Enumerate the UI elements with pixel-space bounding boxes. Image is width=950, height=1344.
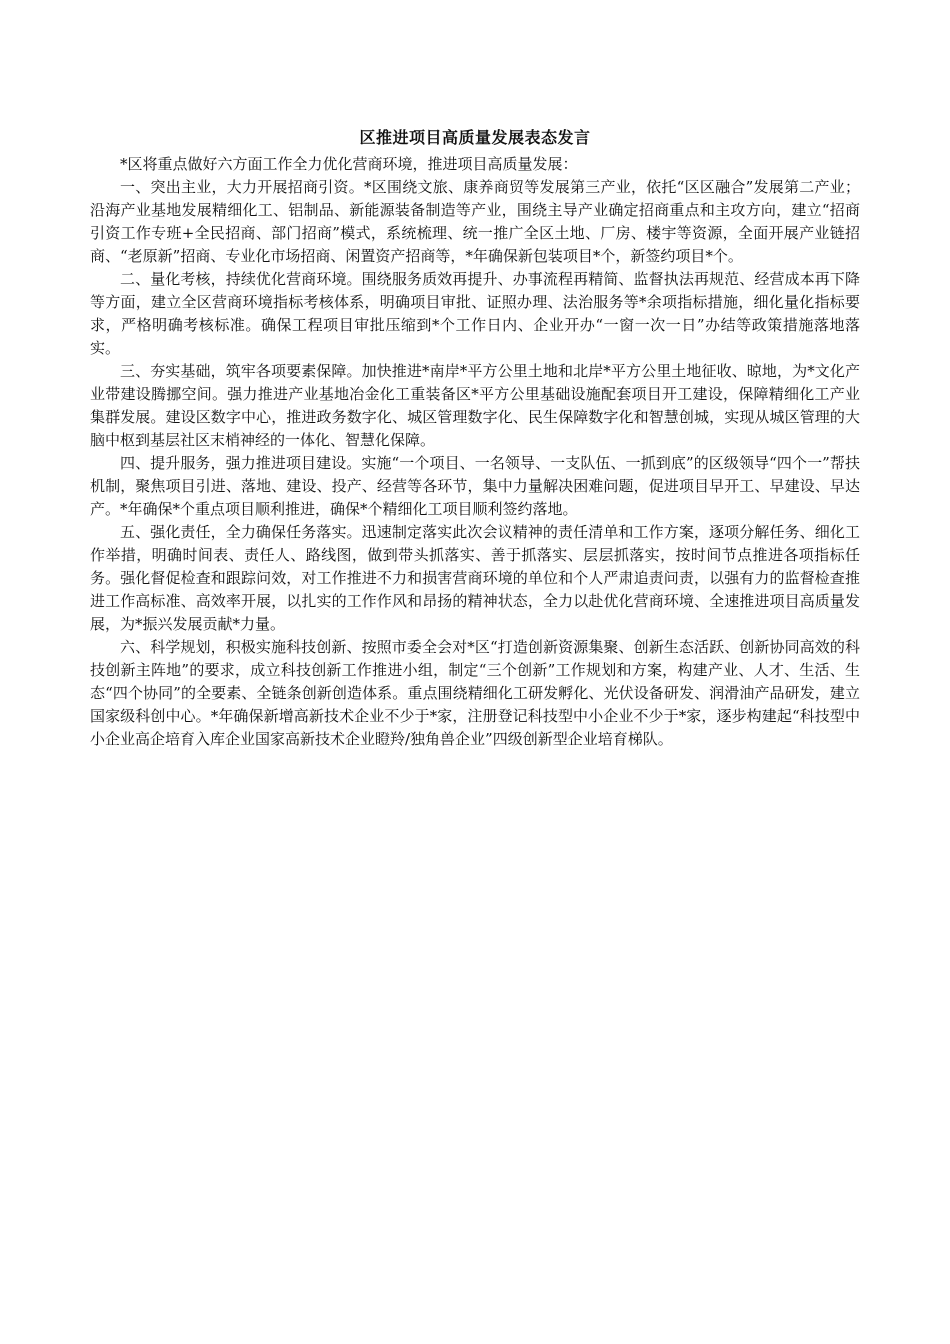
document-title: 区推进项目高质量发展表态发言 [359, 128, 591, 147]
intro-paragraph: *区将重点做好六方面工作全力优化营商环境，推进项目高质量发展： [120, 155, 578, 173]
paragraph-5: 五、强化责任，全力确保任务落实。迅速制定落实此次会议精神的责任清单和工作方案，逐项分解任务、细化工作举措，明确时间表、责任人、路线图，做到带头抓落实、善于抓落实、层层抓落实，按时间节点推进各项指标任务。强化督促检查和跟踪问效，对工作推进不力和损害营商环境的单位和个人严肃追责问责，以强有力的监督检查推进工作高标准、高效率开展，以扎实的工作作风和昂扬的精神状态，全力以赴优化营商环境、全速推进项目高质量发展，为*振兴发展贡献*力量。 [90, 523, 860, 633]
paragraph-3: 三、夯实基础，筑牢各项要素保障。加快推进*南岸*平方公里土地和北岸*平方公里土地征收、晾地，为*文化产业带建设腾挪空间。强力推进产业基地冶金化工重装备区*平方公里基础设施配套项目开工建设，保障精细化工产业集群发展。建设区数字中心，推进政务数字化、城区管理数字化、民生保障数字化和智慧创城，实现从城区管理的大脑中枢到基层社区末梢神经的一体化、智慧化保障。 [90, 362, 860, 449]
paragraph-2: 二、量化考核，持续优化营商环境。围绕服务质效再提升、办事流程再精简、监督执法再规范、经营成本再下降等方面，建立全区营商环境指标考核体系，明确项目审批、证照办理、法治服务等*余项指标措施，细化量化指标要求，严格明确考核标准。确保工程项目审批压缩到*个工作日内、企业开办“一窗一次一日”办结等政策措施落地落实。 [90, 270, 860, 357]
paragraph-6: 六、科学规划，积极实施科技创新、按照市委全会对*区“打造创新资源集聚、创新生态活跃、创新协同高效的科技创新主阵地”的要求，成立科技创新工作推进小组，制定“三个创新”工作规划和方案，构建产业、人才、生活、生态“四个协同”的全要素、全链条创新创造体系。重点围绕精细化工研发孵化、光伏设备研发、润滑油产品研发，建立国家级科创中心。*年确保新增高新技术企业不少于*家，注册登记科技型中小企业不少于*家，逐步构建起“科技型中小企业高企培育入库企业国家高新技术企业瞪羚/独角兽企业”四级创新型企业培育梯队。 [90, 638, 860, 748]
document-page [90, 125, 860, 751]
paragraph-1: 一、突出主业，大力开展招商引资。*区围绕文旅、康养商贸等发展第三产业，依托“区区融合”发展第二产业；沿海产业基地发展精细化工、铝制品、新能源装备制造等产业，围绕主导产业确定招商重点和主攻方向，建立“招商引资工作专班+全民招商、部门招商”模式，系统梳理、统一推广全区土地、厂房、楼宇等资源，全面开展产业链招商、“老原新”招商、专业化市场招商、闲置资产招商等，*年确保新包装项目*个，新签约项目*个。 [90, 178, 860, 265]
paragraph-4: 四、提升服务，强力推进项目建设。实施“一个项目、一名领导、一支队伍、一抓到底”的区级领导“四个一”帮扶机制，聚焦项目引进、落地、建设、投产、经营等各环节，集中力量解决困难问题，促进项目早开工、早建设、早达产。*年确保*个重点项目顺利推进，确保*个精细化工项目顺利签约落地。 [90, 454, 860, 518]
